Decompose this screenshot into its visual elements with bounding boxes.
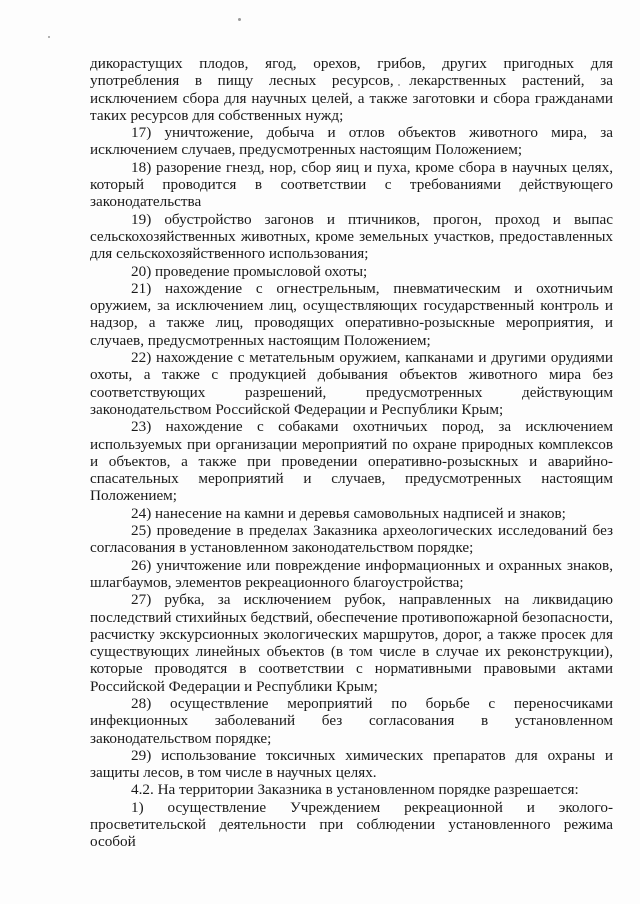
paragraph-item-23: 23) нахождение с собаками охотничьих пород, за исключением используемых при организации мероприятий по охране природных комплексов и объектов, а также при проведении оперативно-розыскных и аварийно-спасательных мероприятий и случаев, предусмотренных настоящим Положением;	[90, 418, 613, 505]
paragraph-item-24: 24) нанесение на камни и деревья самовольных надписей и знаков;	[131, 504, 566, 522]
paragraph-allowed-item-1: 1) осуществление Учреждением рекреационной и эколого-просветительской деятельности при соблюдении установленного режима особой	[90, 798, 613, 851]
section-heading-4-2: 4.2. На территории Заказника в установленном порядке разрешается:	[131, 781, 579, 799]
paragraph-item-22: 22) нахождение с метательным оружием, капканами и другими орудиями охоты, а также с продукцией добывания объектов животного мира без соответствующих разрешений, предусмотренных действующим законодательством Российской Федерации и Республики Крым;	[90, 349, 613, 418]
paragraph-item-20: 20) проведение промысловой охоты;	[131, 262, 368, 280]
paragraph-item-26: 26) уничтожение или повреждение информационных и охранных знаков, шлагбаумов, элементов рекреационного благоустройства;	[90, 556, 613, 591]
paragraph-item-27: 27) рубка, за исключением рубок, направленных на ликвидацию последствий стихийных бедствий, обеспечение противопожарной безопасности, расчистку экскурсионных экологических маршрутов, дорог, а также просек для существующих линейных объектов (в том числе в случае их реконструкции), которые проводятся в соответствии с нормативными правовыми актами Российской Федерации и Республики Крым;	[90, 591, 613, 695]
document-body	[90, 55, 613, 851]
paragraph-item-19: 19) обустройство загонов и птичников, прогон, проход и выпас сельскохозяйственных животных, кроме земельных участков, предоставленных для сельскохозяйственного использования;	[90, 210, 613, 263]
paragraph-item-28: 28) осуществление мероприятий по борьбе с переносчиками инфекционных заболеваний без согласования в установленном законодательством порядке;	[90, 694, 613, 747]
paragraph-item-25: 25) проведение в пределах Заказника археологических исследований без согласования в установленном законодательством порядке;	[90, 522, 613, 557]
paragraph-continuation: дикорастущих плодов, ягод, орехов, грибов, других пригодных для употребления в пищу лесных ресурсов, лекарственных растений, за исключением сбора для научных целей, а также заготовки и сбора гражданами таких ресурсов для собственных нужд;	[90, 55, 613, 124]
paragraph-item-29: 29) использование токсичных химических препаратов для охраны и защиты лесов, в том числе в научных целях.	[90, 746, 613, 782]
paragraph-item-21: 21) нахождение с огнестрельным, пневматическим и охотничьим оружием, за исключением лиц, осуществляющих государственный контроль и надзор, а также лиц, проводящих оперативно-розыскные мероприятия, и случаев, предусмотренных настоящим Положением;	[90, 279, 613, 349]
paragraph-item-17: 17) уничтожение, добыча и отлов объектов животного мира, за исключением случаев, предусмотренных настоящим Положением;	[90, 124, 613, 159]
paragraph-item-18: 18) разорение гнезд, нор, сбор яиц и пуха, кроме сбора в научных целях, который проводится в соответствии с требованиями действующего законодательства	[90, 158, 613, 211]
scan-speck	[48, 36, 50, 38]
scan-speck	[238, 18, 241, 21]
